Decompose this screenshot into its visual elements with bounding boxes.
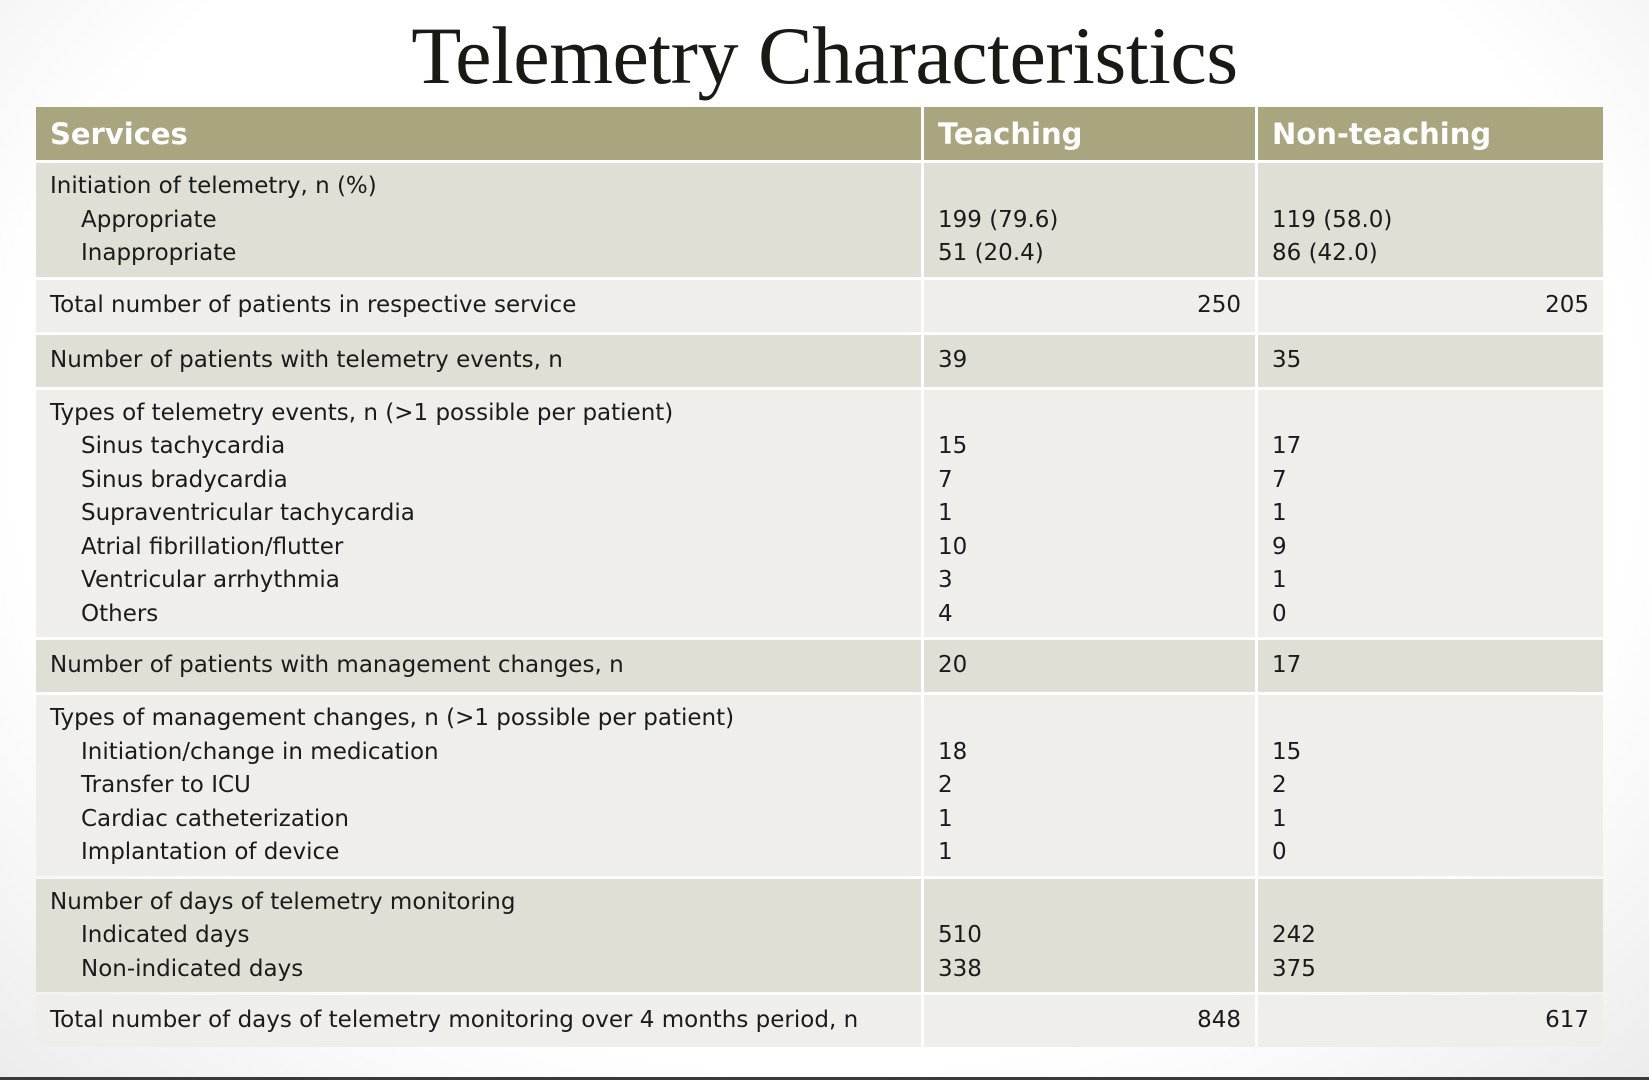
non-teaching-value: 7: [1272, 466, 1287, 493]
row-label-cell: Number of patients with management changes, n: [36, 640, 921, 692]
teaching-value: 2: [938, 772, 953, 798]
row-label-cell: [36, 879, 921, 993]
non-teaching-value: 119 (58.0): [1272, 206, 1393, 233]
telemetry-table: [33, 104, 1606, 1050]
sub-row-label: Sinus bradycardia: [81, 466, 288, 493]
teaching-value: 250: [924, 280, 1255, 332]
non-teaching-value: 9: [1272, 533, 1287, 560]
non-teaching-value: 205: [1258, 280, 1603, 332]
teaching-cell: [924, 163, 1255, 277]
sub-row-label: Atrial fibrillation/flutter: [81, 533, 344, 560]
non-teaching-cell: [1258, 695, 1603, 876]
teaching-value: 18: [938, 738, 968, 765]
non-teaching-value: 1: [1272, 805, 1287, 832]
non-teaching-value: 242: [1272, 922, 1316, 948]
row-heading: Types of telemetry events, n (>1 possible per patient): [50, 399, 674, 426]
teaching-value: 3: [938, 567, 953, 593]
row-label-cell: Total number of days of telemetry monitoring over 4 months period, n: [36, 995, 921, 1047]
non-teaching-value: 17: [1272, 433, 1302, 459]
table-row-total-patients: [36, 280, 1603, 332]
teaching-value: 338: [938, 955, 982, 982]
teaching-value: 1: [938, 805, 953, 832]
non-teaching-value: 1: [1272, 567, 1287, 593]
teaching-value: 199 (79.6): [938, 206, 1059, 233]
non-teaching-value: 617: [1258, 995, 1603, 1047]
table-row-patients-mgmt: [36, 640, 1603, 692]
teaching-cell: [924, 390, 1255, 638]
sub-row-label: Supraventricular tachycardia: [81, 500, 415, 526]
row-label-cell: Total number of patients in respective service: [36, 280, 921, 332]
teaching-value: 7: [938, 466, 953, 493]
sub-row-label: Ventricular arrhythmia: [81, 567, 340, 593]
non-teaching-cell: [1258, 390, 1603, 638]
table-row-mgmt-types: [36, 695, 1603, 876]
table-row-patients-events: [36, 335, 1603, 387]
table-row-total-days: [36, 995, 1603, 1047]
sub-row-label: Inappropriate: [81, 240, 237, 266]
non-teaching-value: 2: [1272, 772, 1287, 798]
non-teaching-value: 15: [1272, 738, 1302, 765]
table-row-event-types: [36, 390, 1603, 638]
non-teaching-value: 35: [1258, 335, 1603, 387]
row-label-cell: [36, 695, 921, 876]
header-teaching: Teaching: [924, 107, 1255, 160]
table-header-row: [36, 107, 1603, 160]
sub-row-label: Cardiac catheterization: [81, 805, 349, 832]
non-teaching-cell: [1258, 879, 1603, 993]
sub-row-label: Initiation/change in medication: [81, 738, 439, 765]
non-teaching-value: 17: [1258, 640, 1603, 692]
non-teaching-value: 0: [1272, 839, 1287, 865]
teaching-value: 848: [924, 995, 1255, 1047]
teaching-value: 10: [938, 533, 968, 560]
sub-row-label: Transfer to ICU: [81, 772, 251, 798]
sub-row-label: Indicated days: [81, 922, 250, 948]
non-teaching-value: 375: [1272, 955, 1316, 982]
sub-row-label: Appropriate: [81, 206, 217, 233]
teaching-value: 4: [938, 600, 953, 627]
teaching-value: 510: [938, 922, 982, 948]
table-row-initiation: [36, 163, 1603, 277]
teaching-value: 1: [938, 839, 953, 865]
non-teaching-cell: [1258, 163, 1603, 277]
teaching-value: 20: [924, 640, 1255, 692]
row-label-cell: [36, 390, 921, 638]
teaching-cell: [924, 695, 1255, 876]
header-services: Services: [36, 107, 921, 160]
non-teaching-value: 86 (42.0): [1272, 240, 1378, 266]
teaching-value: 1: [938, 500, 953, 526]
teaching-value: 39: [924, 335, 1255, 387]
row-heading: Number of days of telemetry monitoring: [50, 888, 516, 915]
teaching-value: 15: [938, 433, 968, 459]
row-heading: Types of management changes, n (>1 possible per patient): [50, 705, 735, 731]
teaching-value: 51 (20.4): [938, 240, 1044, 266]
row-label-cell: Number of patients with telemetry events, n: [36, 335, 921, 387]
sub-row-label: Implantation of device: [81, 839, 340, 865]
teaching-cell: [924, 879, 1255, 993]
sub-row-label: Others: [81, 600, 159, 627]
non-teaching-value: 1: [1272, 500, 1287, 526]
row-label-cell: [36, 163, 921, 277]
sub-row-label: Non-indicated days: [81, 955, 304, 982]
page-title: Telemetry Characteristics: [411, 10, 1238, 101]
table-row-days: [36, 879, 1603, 993]
row-heading: Initiation of telemetry, n (%): [50, 173, 377, 199]
non-teaching-value: 0: [1272, 600, 1287, 627]
header-non-teaching: Non-teaching: [1258, 107, 1603, 160]
sub-row-label: Sinus tachycardia: [81, 433, 286, 459]
